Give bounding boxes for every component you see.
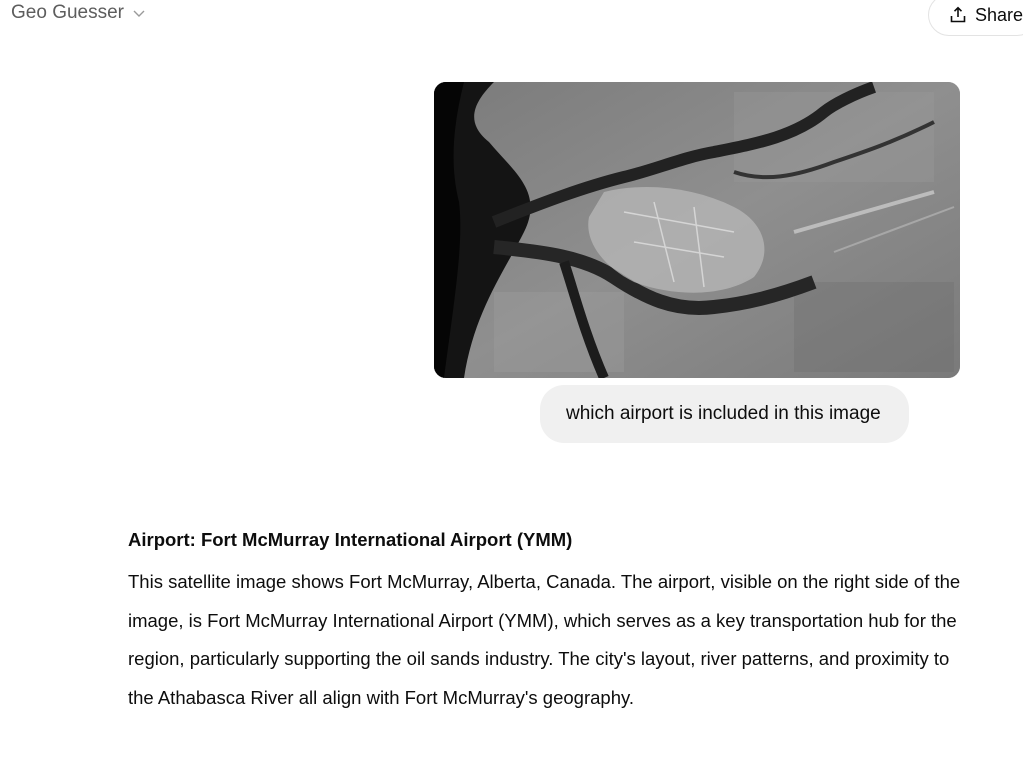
share-button[interactable] bbox=[928, 0, 1023, 36]
user-message-bubble bbox=[540, 385, 909, 443]
top-bar bbox=[0, 0, 1023, 30]
user-message-text: which airport is included in this image bbox=[566, 403, 881, 424]
model-selector-button[interactable] bbox=[11, 2, 146, 24]
uploaded-satellite-image[interactable] bbox=[434, 82, 960, 378]
response-paragraph: This satellite image shows Fort McMurray, Alberta, Canada. The airport, visible on the right side of the image, is Fort McMurray International Airport (YMM), which serves as a key transportation hub for the region, particularly supporting the oil sands industry. The city's layout, river patterns, and proximity to the Athabasca River all align with Fort McMurray's geography. bbox=[128, 571, 961, 708]
response-heading: Airport: Fort McMurray International Airport (YMM) bbox=[128, 529, 573, 550]
satellite-image-graphic bbox=[434, 82, 960, 378]
assistant-response bbox=[128, 527, 968, 717]
share-label: Share bbox=[975, 4, 1023, 25]
app-title: Geo Guesser bbox=[11, 2, 124, 23]
share-upload-icon bbox=[949, 6, 967, 24]
chevron-down-icon bbox=[132, 6, 146, 20]
